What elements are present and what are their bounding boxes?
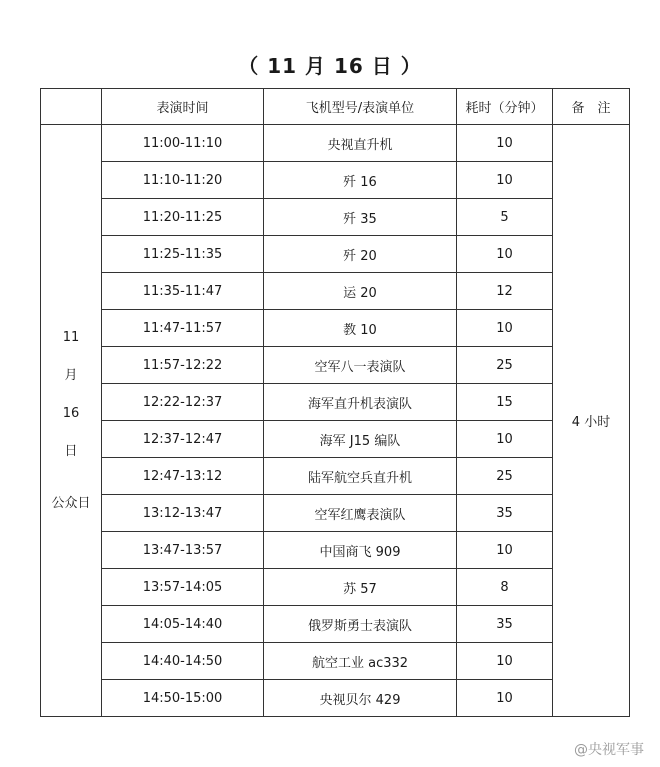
aircraft-cell: 空军八一表演队	[264, 347, 457, 384]
time-cell: 11:25-11:35	[102, 236, 264, 273]
minutes-cell: 25	[457, 458, 553, 495]
minutes-cell: 35	[457, 495, 553, 532]
minutes-cell: 8	[457, 569, 553, 606]
aircraft-cell: 航空工业 ac332	[264, 643, 457, 680]
date-label-part: 公众日	[51, 495, 91, 511]
table-row	[41, 458, 630, 495]
table-row	[41, 495, 630, 532]
time-cell: 11:47-11:57	[102, 310, 264, 347]
table-row	[41, 680, 630, 717]
time-cell: 12:22-12:37	[102, 384, 264, 421]
watermark: @央视军事	[574, 742, 644, 758]
time-cell: 13:12-13:47	[102, 495, 264, 532]
aircraft-cell: 歼 35	[264, 199, 457, 236]
date-label-part: 16	[62, 405, 80, 421]
minutes-cell: 10	[457, 680, 553, 717]
minutes-cell: 10	[457, 125, 553, 162]
date-label-part: 11	[62, 329, 80, 345]
aircraft-cell: 歼 16	[264, 162, 457, 199]
date-label-cell	[41, 125, 102, 717]
time-cell: 11:20-11:25	[102, 199, 264, 236]
header-time: 表演时间	[102, 89, 264, 125]
aircraft-cell: 海军直升机表演队	[264, 384, 457, 421]
minutes-cell: 10	[457, 310, 553, 347]
time-cell: 11:10-11:20	[102, 162, 264, 199]
header-minutes: 耗时（分钟）	[457, 89, 553, 125]
table-row	[41, 162, 630, 199]
time-cell: 14:50-15:00	[102, 680, 264, 717]
header-note: 备 注	[553, 89, 630, 125]
time-cell: 13:47-13:57	[102, 532, 264, 569]
time-cell: 11:57-12:22	[102, 347, 264, 384]
aircraft-cell: 歼 20	[264, 236, 457, 273]
aircraft-cell: 教 10	[264, 310, 457, 347]
time-cell: 12:37-12:47	[102, 421, 264, 458]
table-row	[41, 384, 630, 421]
time-cell: 14:05-14:40	[102, 606, 264, 643]
header-row	[41, 89, 630, 125]
header-aircraft: 飞机型号/表演单位	[264, 89, 457, 125]
time-cell: 11:00-11:10	[102, 125, 264, 162]
table-row	[41, 606, 630, 643]
minutes-cell: 10	[457, 643, 553, 680]
minutes-cell: 5	[457, 199, 553, 236]
table-row	[41, 199, 630, 236]
time-cell: 13:57-14:05	[102, 569, 264, 606]
table-row	[41, 643, 630, 680]
aircraft-cell: 央视贝尔 429	[264, 680, 457, 717]
table-row	[41, 125, 630, 162]
aircraft-cell: 央视直升机	[264, 125, 457, 162]
aircraft-cell: 中国商飞 909	[264, 532, 457, 569]
minutes-cell: 10	[457, 162, 553, 199]
time-cell: 11:35-11:47	[102, 273, 264, 310]
aircraft-cell: 苏 57	[264, 569, 457, 606]
table-row	[41, 236, 630, 273]
table-row	[41, 569, 630, 606]
minutes-cell: 35	[457, 606, 553, 643]
date-label-part: 月	[64, 367, 78, 383]
table-row	[41, 532, 630, 569]
minutes-cell: 10	[457, 532, 553, 569]
aircraft-cell: 陆军航空兵直升机	[264, 458, 457, 495]
table-row	[41, 421, 630, 458]
aircraft-cell: 俄罗斯勇士表演队	[264, 606, 457, 643]
minutes-cell: 10	[457, 421, 553, 458]
aircraft-cell: 运 20	[264, 273, 457, 310]
header-blank	[41, 89, 102, 125]
page-title: （ 11 月 16 日 ）	[238, 54, 422, 78]
note-cell: 4 小时	[553, 125, 630, 717]
table-row	[41, 310, 630, 347]
table-row	[41, 347, 630, 384]
aircraft-cell: 海军 J15 编队	[264, 421, 457, 458]
time-cell: 14:40-14:50	[102, 643, 264, 680]
date-label-part: 日	[64, 443, 78, 459]
minutes-cell: 12	[457, 273, 553, 310]
minutes-cell: 10	[457, 236, 553, 273]
time-cell: 12:47-13:12	[102, 458, 264, 495]
aircraft-cell: 空军红鹰表演队	[264, 495, 457, 532]
minutes-cell: 15	[457, 384, 553, 421]
schedule-table	[40, 88, 630, 717]
table-row	[41, 273, 630, 310]
minutes-cell: 25	[457, 347, 553, 384]
